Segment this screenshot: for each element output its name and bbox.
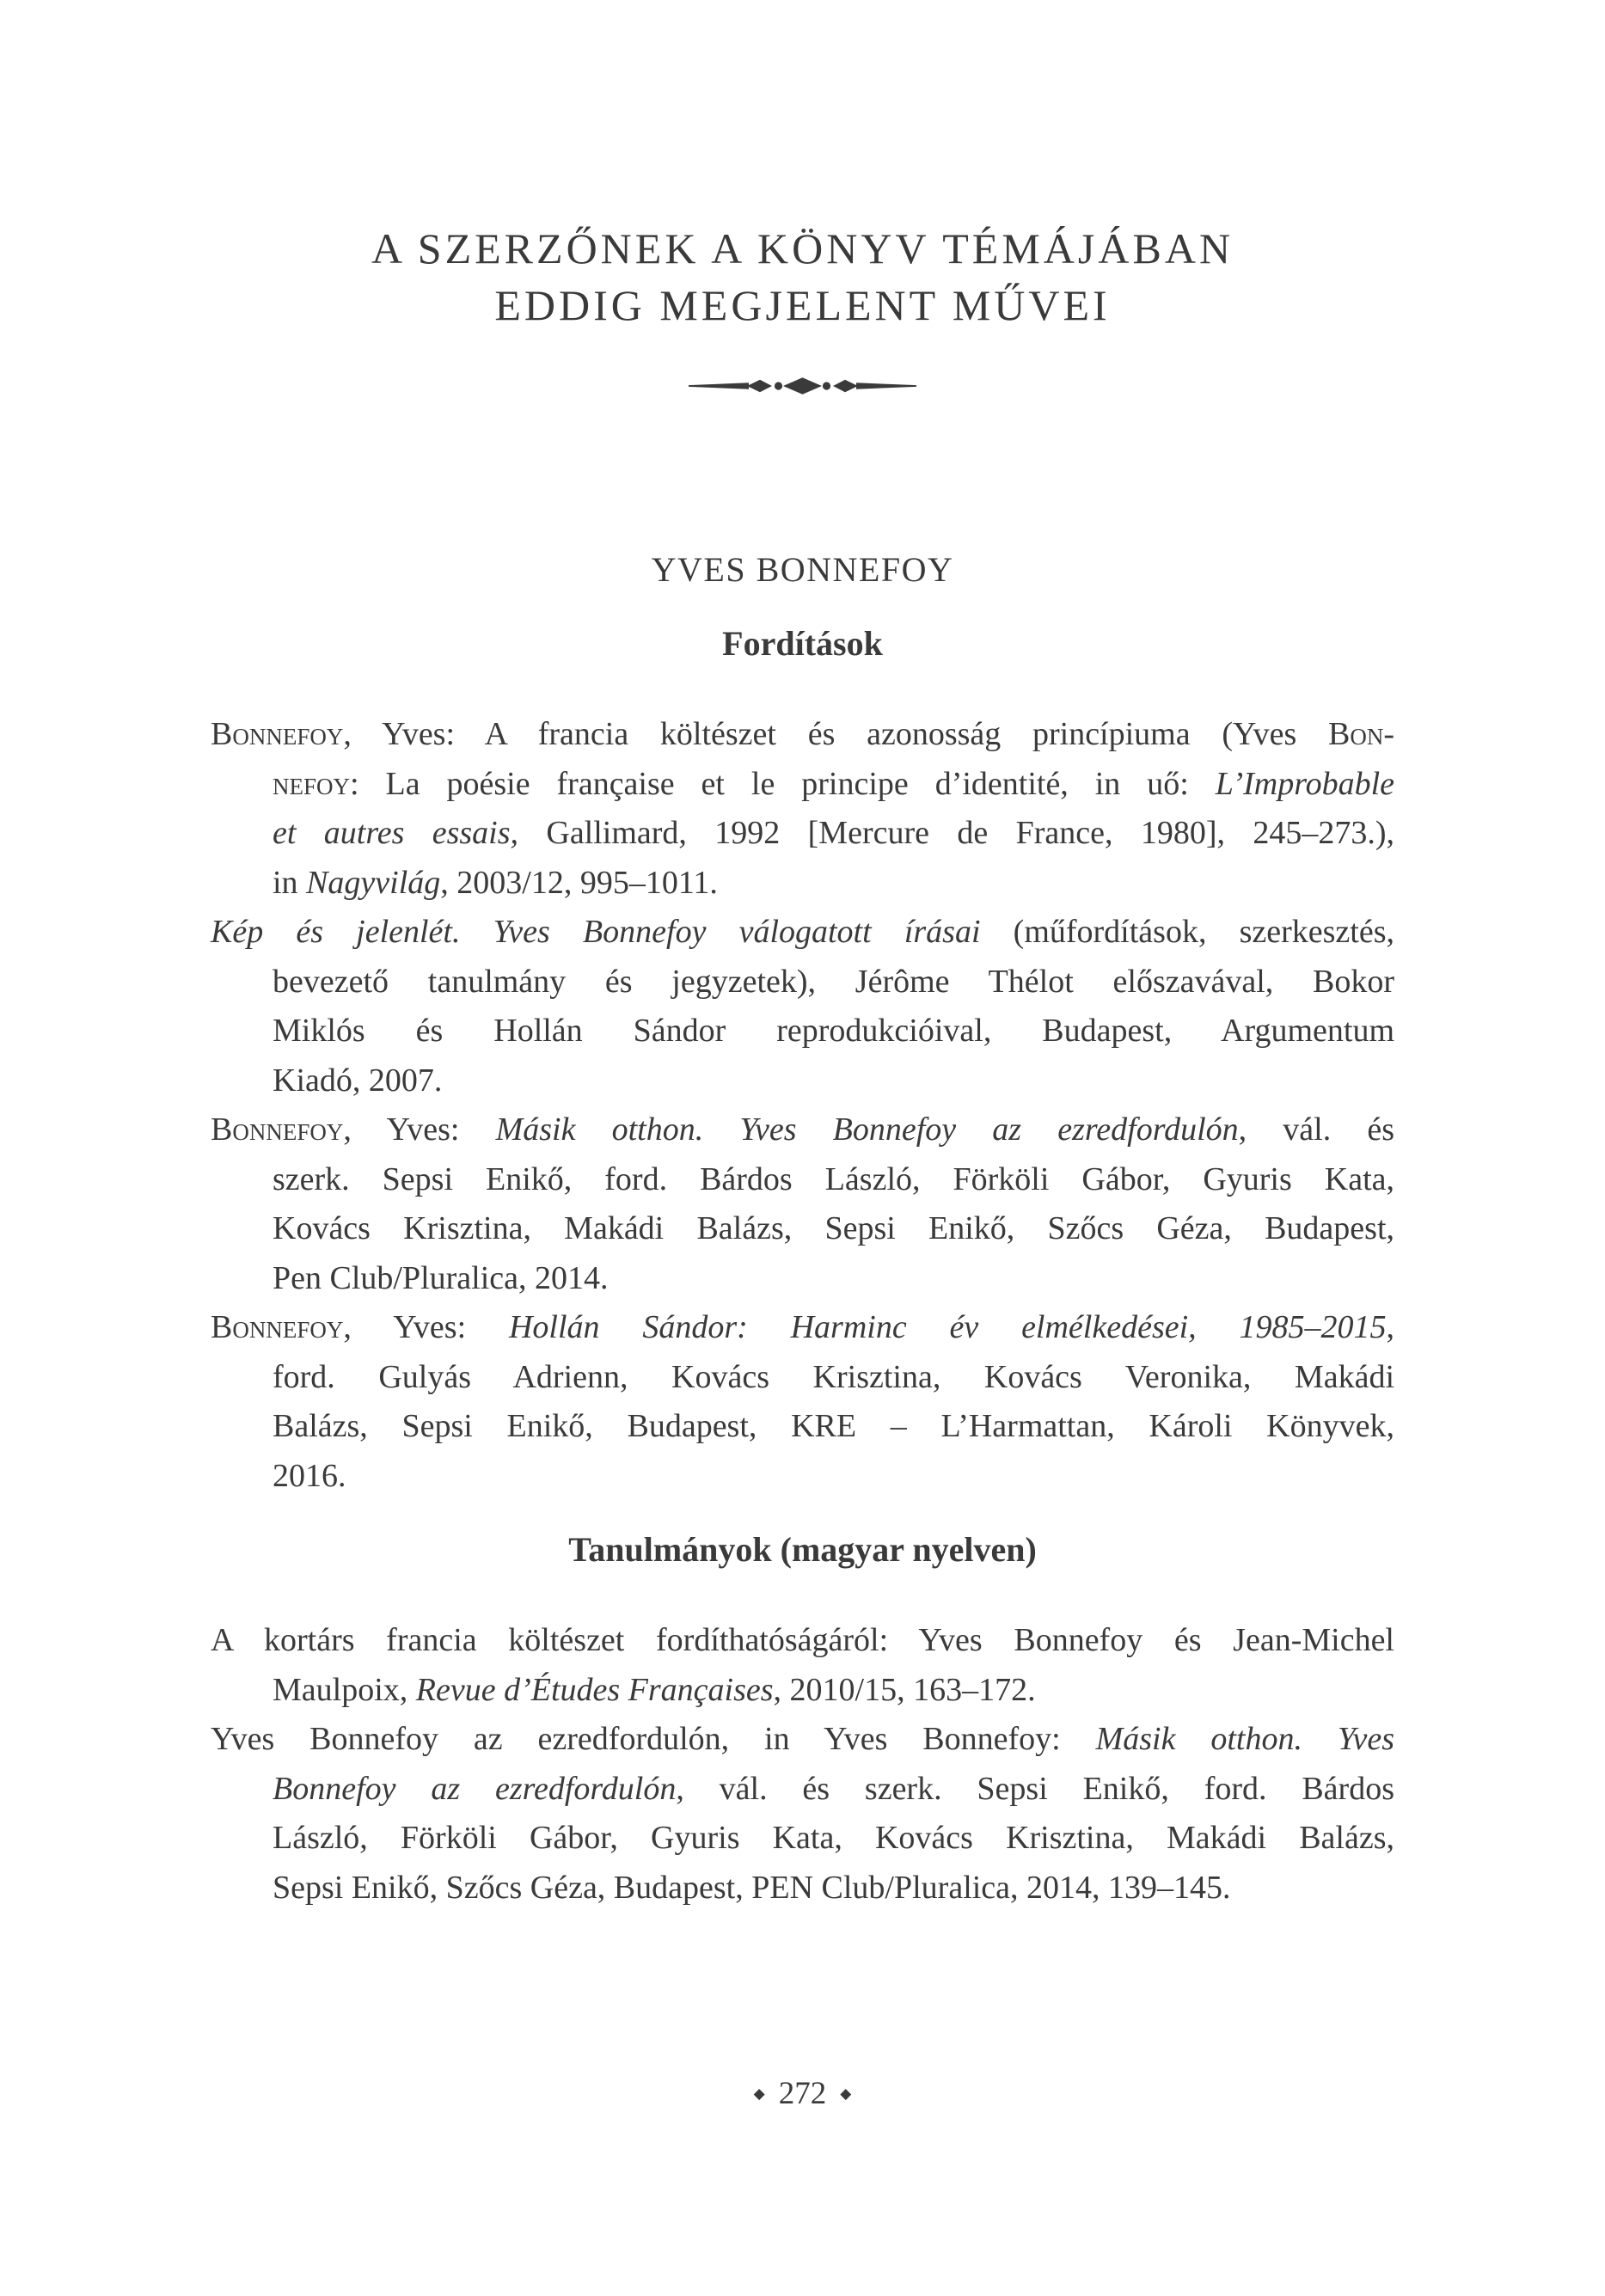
bib-line <box>211 1105 1394 1155</box>
bib-line <box>211 908 1394 958</box>
plain-text: , Yves: A francia költészet és azonosság princípiuma (Yves <box>343 716 1328 752</box>
italic-text: Másik otthon. Yves Bonnefoy az ezredfordulón <box>495 1111 1239 1148</box>
plain-text: Sepsi Enikő, Szőcs Géza, Budapest, PEN Club/Pluralica, 2014, 139–145. <box>273 1869 1231 1906</box>
smallcaps-text: nefoy <box>273 765 351 802</box>
bib-line <box>211 958 1394 1007</box>
bib-line <box>211 1715 1394 1765</box>
smallcaps-text: Bonnefoy <box>211 1111 344 1148</box>
plain-text: Pen Club/Pluralica, 2014. <box>273 1259 609 1296</box>
bib-line <box>211 1814 1394 1864</box>
bib-line <box>211 1616 1394 1666</box>
smallcaps-text: Bonnefoy <box>211 716 344 752</box>
book-title-line-2: EDDIG MEGJELENT MŰVEI <box>494 281 1111 329</box>
plain-text: Kovács Krisztina, Makádi Balázs, Sepsi Enikő, Szőcs Géza, Budapest, <box>273 1210 1394 1246</box>
bib-line <box>211 710 1394 760</box>
bib-line <box>211 1204 1394 1254</box>
bib-line <box>211 1765 1394 1815</box>
bibliography-entry <box>211 1616 1394 1715</box>
bibliography-entry <box>211 908 1394 1105</box>
plain-text: Maulpoix, <box>273 1671 416 1708</box>
smallcaps-text: Bon- <box>1328 716 1394 752</box>
page-title <box>211 0 1394 334</box>
plain-text: A kortárs francia költészet fordíthatóságáról: Yves Bonnefoy és Jean-Michel <box>211 1622 1394 1658</box>
plain-text: szerk. Sepsi Enikő, ford. Bárdos László, Förköli Gábor, Gyuris Kata, <box>273 1160 1394 1197</box>
plain-text: : La poésie française et le principe d’identité, in uő: <box>350 765 1216 802</box>
footer-ornament-left-icon: ◆ <box>753 2085 765 2103</box>
book-page <box>211 0 1394 1913</box>
plain-text: , 2003/12, 995–1011. <box>440 864 718 901</box>
italic-text: Másik otthon. Yves <box>1095 1721 1394 1757</box>
plain-text: in <box>273 864 307 901</box>
bib-line <box>211 1155 1394 1205</box>
plain-text: Balázs, Sepsi Enikő, Budapest, KRE – L’Harmattan, Károli Könyvek, <box>273 1408 1394 1444</box>
bib-line <box>211 1056 1394 1106</box>
divider <box>211 375 1394 397</box>
bibliography-entry <box>211 710 1394 908</box>
bib-line <box>211 1353 1394 1403</box>
bibliography-entry <box>211 1105 1394 1303</box>
bibliography-entry <box>211 1303 1394 1501</box>
plain-text: , Yves: <box>343 1309 509 1345</box>
italic-text: Bonnefoy az ezredfordulón <box>273 1770 677 1807</box>
italic-text: Kép és jelenlét. Yves Bonnefoy válogatott írásai <box>211 914 981 950</box>
section-heading: Tanulmányok (magyar nyelven) <box>568 1530 1037 1569</box>
plain-text: Kiadó, 2007. <box>273 1062 443 1099</box>
bib-line <box>211 1402 1394 1452</box>
book-title-line-1: A SZERZŐNEK A KÖNYV TÉMÁJÁBAN <box>371 224 1234 272</box>
bib-line <box>211 859 1394 909</box>
italic-text: et autres essais, <box>273 815 519 851</box>
bib-line <box>211 1007 1394 1056</box>
bib-line <box>211 1666 1394 1716</box>
plain-text: László, Förköli Gábor, Gyuris Kata, Kovács Krisztina, Makádi Balázs, <box>273 1820 1394 1856</box>
plain-text: , vál. és szerk. Sepsi Enikő, ford. Bárdos <box>676 1770 1394 1807</box>
italic-text: Nagyvilág <box>306 864 441 901</box>
plain-text: bevezető tanulmány és jegyzetek), Jérôme Thélot előszavával, Bokor <box>273 963 1394 1000</box>
author-heading: YVES BONNEFOY <box>651 550 954 589</box>
bib-line <box>211 760 1394 810</box>
bib-line <box>211 1452 1394 1502</box>
plain-text: , 2010/15, 163–172. <box>773 1671 1036 1708</box>
bibliography <box>211 619 1394 1913</box>
divider-ornament-icon <box>689 375 916 397</box>
plain-text: 2016. <box>273 1457 346 1494</box>
plain-text: Miklós és Hollán Sándor reprodukcióival, Budapest, Argumentum <box>273 1013 1394 1049</box>
plain-text: , Yves: <box>343 1111 496 1148</box>
plain-text: Yves Bonnefoy az ezredfordulón, in Yves Bonnefoy: <box>211 1721 1096 1757</box>
italic-text: Hollán Sándor: Harminc év elmélkedései, 1985–2015 <box>508 1309 1387 1345</box>
smallcaps-text: Bonnefoy <box>211 1309 344 1345</box>
italic-text: Revue d’Études Françaises <box>415 1671 774 1708</box>
bib-line <box>211 809 1394 859</box>
plain-text: Gallimard, 1992 [Mercure de France, 1980], 245–273.), <box>518 815 1394 851</box>
bibliography-entry <box>211 1715 1394 1913</box>
page-number: 272 <box>778 2076 827 2111</box>
section-heading: Fordítások <box>722 624 883 663</box>
page-footer <box>0 2073 1605 2115</box>
plain-text: (műfordítások, szerkesztés, <box>980 914 1394 950</box>
bib-line <box>211 1254 1394 1304</box>
italic-text: L’Improbable <box>1215 765 1394 802</box>
plain-text: , <box>1386 1309 1394 1345</box>
bib-line <box>211 1864 1394 1913</box>
plain-text: ford. Gulyás Adrienn, Kovács Krisztina, Kovács Veronika, Makádi <box>273 1358 1394 1395</box>
footer-ornament-right-icon: ◆ <box>840 2085 852 2103</box>
plain-text: , vál. és <box>1238 1111 1394 1148</box>
bib-line <box>211 1303 1394 1353</box>
